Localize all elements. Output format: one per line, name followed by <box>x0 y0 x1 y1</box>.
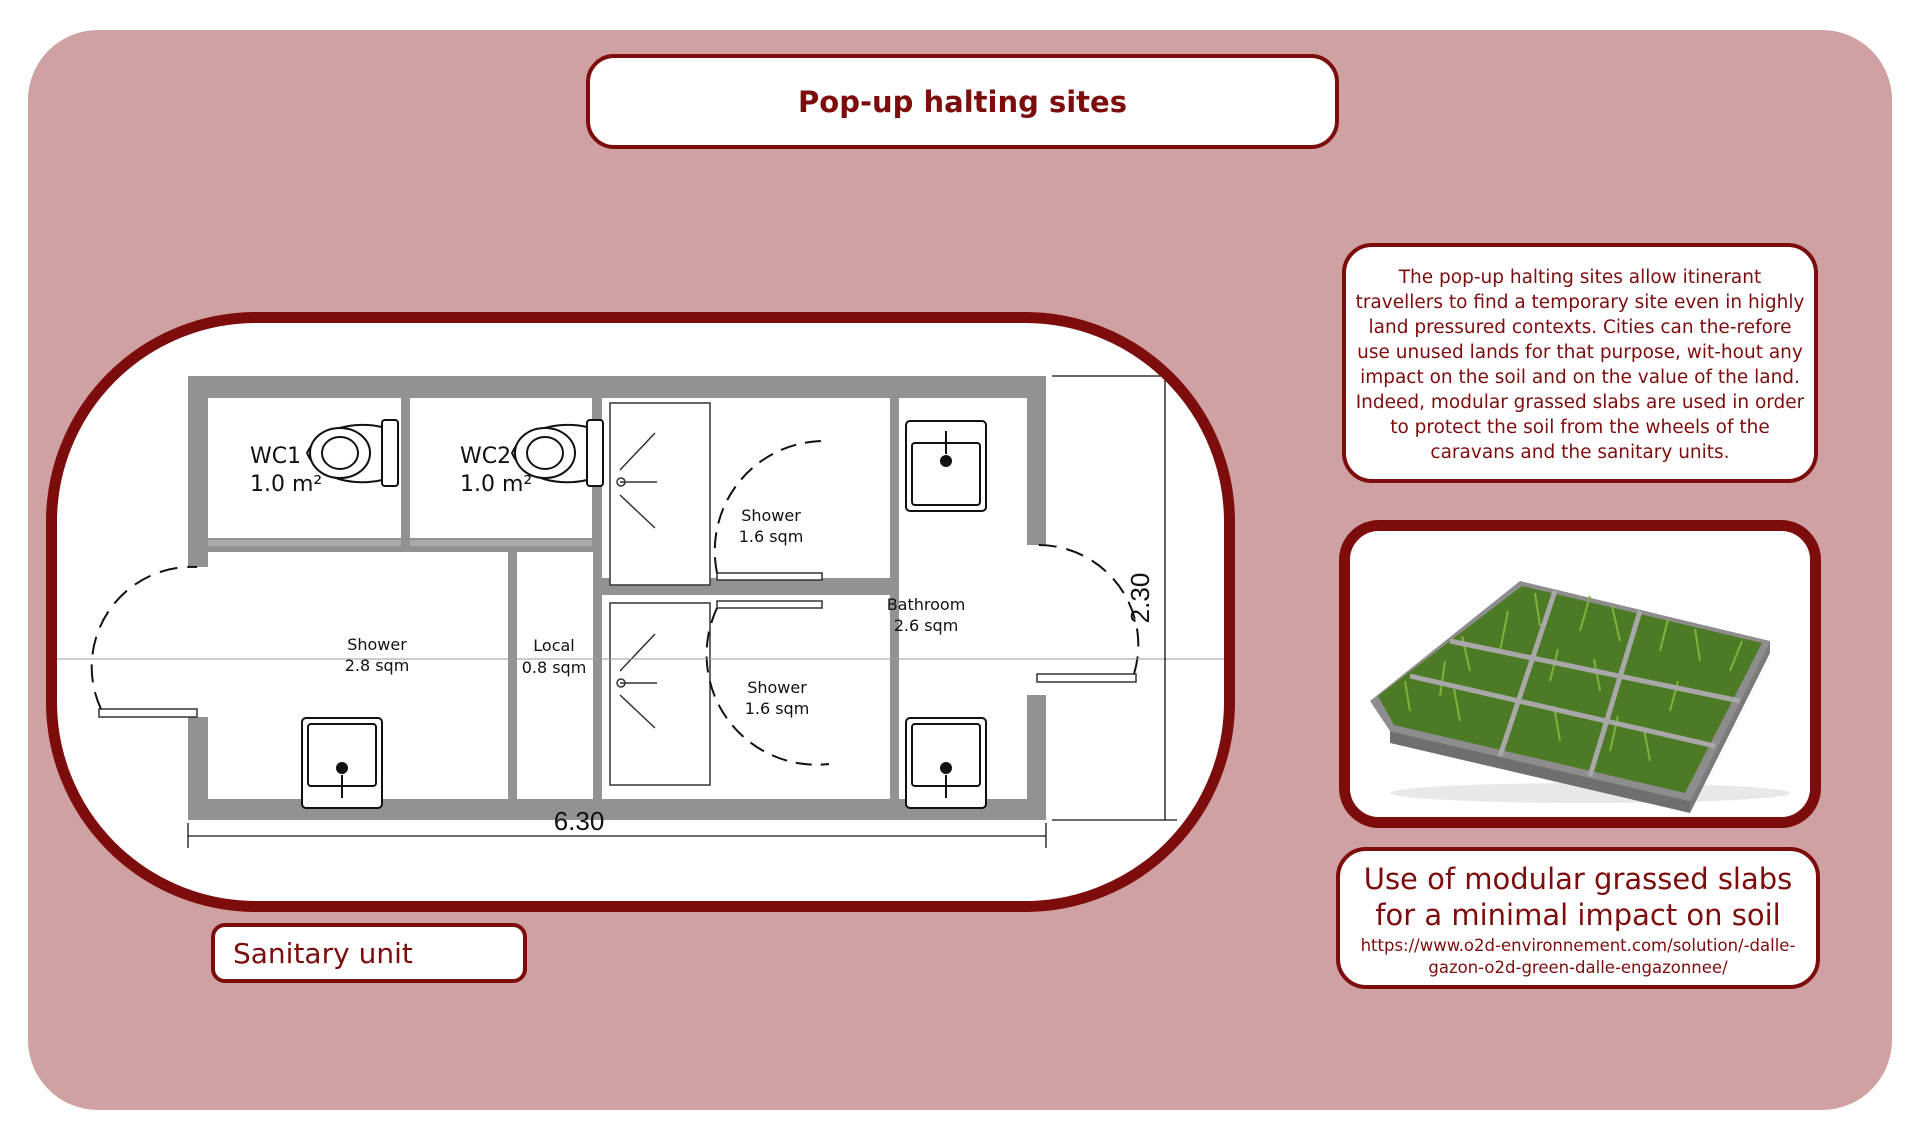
sink-bathroom-top <box>906 421 986 511</box>
slab-title: Use of modular grassed slabs for a minimal impact on soil <box>1363 862 1793 932</box>
wc1-name: WC1 <box>250 444 302 469</box>
grassed-slab-photo <box>1339 520 1821 828</box>
bathroom-area: 2.6 sqm <box>893 616 959 635</box>
wc1-area: 1.0 m² <box>250 472 323 497</box>
wc2-area: 1.0 m² <box>460 472 533 497</box>
slab-url: https://www.o2d-environnement.com/solution/-dalle-gazon-o2d-green-dalle-engazonnee/ <box>1360 936 1796 977</box>
sink-bathroom-bottom <box>906 718 986 808</box>
height-dimension-line <box>1052 376 1177 820</box>
local-name: Local <box>533 636 575 655</box>
shower-tray-top <box>610 403 710 585</box>
page-title: Pop-up halting sites <box>586 54 1339 149</box>
bathroom-door-leaf <box>1037 674 1136 682</box>
shower-tray-bottom <box>610 603 710 785</box>
slab-caption <box>1336 847 1820 989</box>
entrance-door-swing <box>92 567 197 709</box>
plan-caption: Sanitary unit <box>211 923 527 983</box>
width-dimension-line <box>188 823 1046 848</box>
floor-plan <box>57 323 1224 901</box>
bathroom-door-opening <box>1026 545 1046 695</box>
bathroom-name: Bathroom <box>886 595 966 614</box>
local-area: 0.8 sqm <box>521 658 587 677</box>
width-dimension-label: 6.30 <box>553 806 605 836</box>
wc2-name: WC2 <box>460 444 512 469</box>
shower-large-name: Shower <box>347 635 407 654</box>
shower-bottom-area: 1.6 sqm <box>744 699 810 718</box>
shower-top-area: 1.6 sqm <box>738 527 804 546</box>
description-text: The pop-up halting sites allow itinerant travellers to find a temporary site even in highly land pressured contexts. Cities can the-refore use unused lands for that purpose, wit-hout any impact on the soil and on the value of the land. Indeed, modular grassed slabs are used in order to protect the soil from the wheels of the caravans and the sanitary units. <box>1342 243 1818 483</box>
floor-plan-frame <box>46 312 1235 912</box>
shower-top-door-leaf <box>717 573 822 580</box>
shower-bottom-door-leaf <box>717 601 822 608</box>
entrance-door-leaf <box>99 709 197 717</box>
sink-shower-large <box>302 718 382 808</box>
bathroom-door-swing <box>1037 545 1138 674</box>
entrance-door-opening <box>188 567 208 717</box>
shower-top-name: Shower <box>741 506 801 525</box>
shower-bottom-name: Shower <box>747 678 807 697</box>
height-dimension-label: 2.30 <box>1125 572 1155 624</box>
shower-large-area: 2.8 sqm <box>344 656 410 675</box>
grassed-slab-illustration <box>1350 531 1810 817</box>
